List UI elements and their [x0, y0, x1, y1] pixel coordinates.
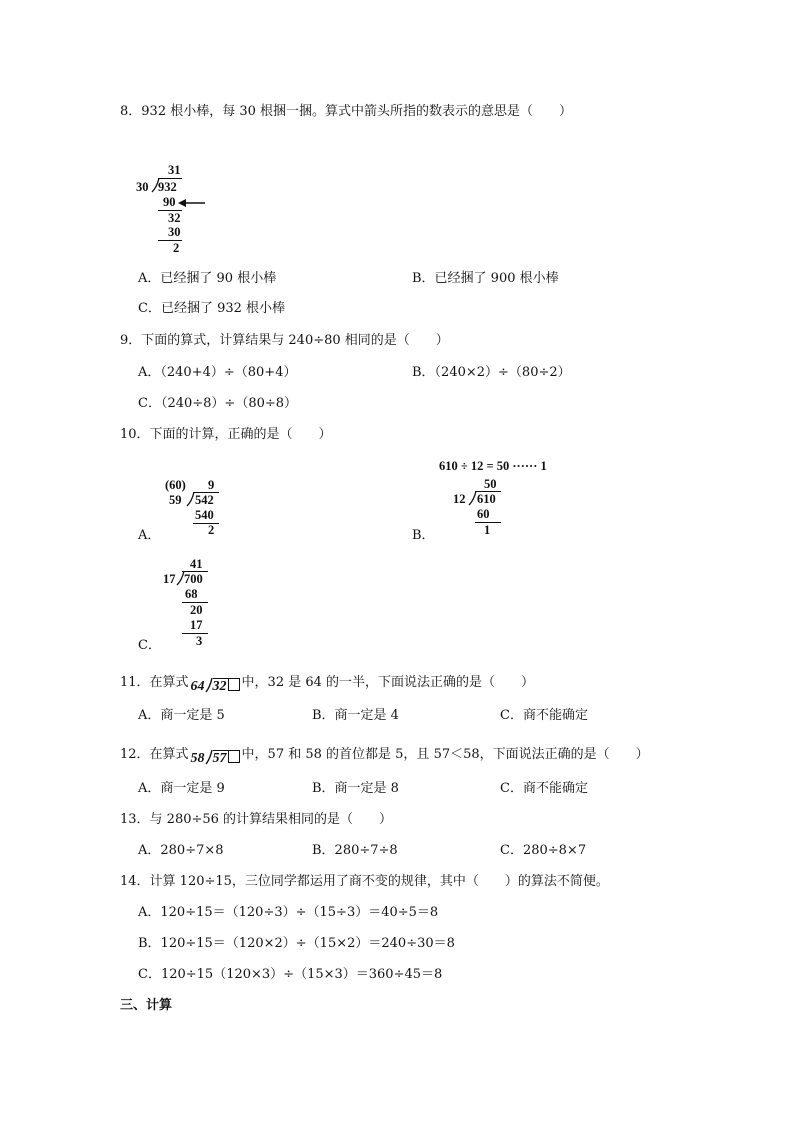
q11-option-c[interactable]: C．商不能确定 — [500, 708, 588, 723]
q11-stem-suffix: 中，32 是 64 的一半，下面说法正确的是（ ） — [241, 675, 535, 690]
q10-c-remainder: 3 — [196, 634, 203, 648]
q12-option-c[interactable]: C．商不能确定 — [500, 781, 588, 796]
q12-divisor: 58 — [190, 751, 205, 766]
q11-stem-prefix: 11．在算式 — [120, 675, 189, 690]
q8-divisor: 30 — [136, 180, 149, 194]
q8-option-c[interactable]: C．已经捆了 932 根小棒 — [138, 301, 286, 316]
q11-inline-division — [191, 677, 240, 695]
q11-divisor: 64 — [190, 679, 205, 694]
q12-blank-box — [228, 750, 240, 763]
q10-option-c-label[interactable]: C． — [138, 638, 161, 653]
q10-c-rem1: 20 — [190, 603, 203, 617]
section-heading: 三、计算 — [120, 998, 173, 1013]
q10-a-step: 540 — [195, 508, 214, 522]
q10-b-remainder: 1 — [484, 523, 491, 537]
q10-stem: 10．下面的计算，正确的是（ ） — [120, 427, 332, 442]
q10-a-divisor: 59 — [169, 493, 182, 507]
q10-c-dividend: 700 — [184, 572, 203, 586]
q10-c-division-figure — [163, 558, 223, 652]
q12-option-b[interactable]: B．商一定是 8 — [312, 781, 399, 796]
q8-step1: 90 — [163, 195, 176, 209]
q10-a-division-figure — [165, 479, 235, 543]
q8-option-b[interactable]: B．已经捆了 900 根小棒 — [412, 271, 559, 286]
q10-a-remainder: 2 — [208, 523, 215, 537]
q11-option-b[interactable]: B．商一定是 4 — [312, 708, 399, 723]
q8-option-a[interactable]: A．已经捆了 90 根小棒 — [138, 271, 277, 286]
q14-stem: 14．计算 120÷15，三位同学都运用了商不变的规律，其中（ ）的算法不简便。 — [120, 874, 609, 889]
q14-option-c[interactable]: C．120÷15（120×3）÷（15×3）＝360÷45＝8 — [138, 967, 443, 982]
q10-a-trial: (60) — [165, 478, 186, 492]
q10-option-a-label[interactable]: A． — [138, 528, 161, 543]
q8-rem1: 32 — [168, 211, 181, 225]
q10-b-division-figure — [439, 460, 569, 540]
q8-dividend: 932 — [158, 180, 177, 194]
q10-b-step: 60 — [477, 507, 490, 521]
q12-stem-suffix: 中，57 和 58 的首位都是 5，且 57＜58，下面说法正确的是（ ） — [241, 747, 649, 762]
q12-stem-prefix: 12．在算式 — [120, 747, 189, 762]
q12-stem — [120, 747, 649, 767]
arrow-left-icon — [178, 198, 206, 208]
q13-option-b[interactable]: B．280÷7÷8 — [312, 843, 398, 858]
q10-c-quotient: 41 — [190, 557, 203, 571]
q9-option-c[interactable]: C．（240÷8）÷（80÷8） — [138, 396, 298, 411]
q9-stem: 9．下面的算式，计算结果与 240÷80 相同的是（ ） — [120, 333, 449, 348]
q10-b-equation: 610 ÷ 12 = 50 ······ 1 — [439, 459, 547, 473]
q10-c-step1: 68 — [185, 587, 198, 601]
q10-option-b-label[interactable]: B． — [412, 528, 435, 543]
q10-a-quotient: 9 — [208, 478, 215, 492]
q8-stem: 8．932 根小棒，每 30 根捆一捆。算式中箭头所指的数表示的意思是（ ） — [120, 104, 573, 119]
q12-option-a[interactable]: A．商一定是 9 — [138, 781, 225, 796]
q8-remainder: 2 — [173, 241, 180, 255]
q10-c-step2: 17 — [190, 618, 203, 632]
q10-a-dividend: 542 — [195, 493, 214, 507]
q14-option-a[interactable]: A．120÷15＝（120÷3）÷（15÷3）＝40÷5＝8 — [138, 905, 439, 920]
q11-stem — [120, 675, 534, 695]
q10-c-divisor: 17 — [163, 572, 176, 586]
q12-inline-division — [191, 749, 240, 767]
q13-stem: 13．与 280÷56 的计算结果相同的是（ ） — [120, 812, 393, 827]
q13-option-a[interactable]: A．280÷7×8 — [138, 843, 224, 858]
q9-option-b[interactable]: B．（240×2）÷（80÷2） — [412, 365, 571, 380]
q8-step2: 30 — [168, 225, 181, 239]
q14-option-b[interactable]: B．120÷15＝（120×2）÷（15×2）＝240÷30＝8 — [138, 936, 455, 951]
q13-option-c[interactable]: C．280÷8×7 — [500, 843, 587, 858]
q11-blank-box — [228, 678, 240, 691]
q11-dividend: 32 — [212, 679, 227, 694]
q11-option-a[interactable]: A．商一定是 5 — [138, 708, 225, 723]
q8-division-figure — [136, 164, 216, 260]
q10-b-quotient: 50 — [484, 477, 497, 491]
q10-b-divisor: 12 — [453, 492, 466, 506]
q10-b-dividend: 610 — [477, 492, 496, 506]
q9-option-a[interactable]: A．（240+4）÷（80+4） — [138, 365, 297, 380]
q8-quotient: 31 — [168, 163, 181, 177]
q12-dividend: 57 — [212, 751, 227, 766]
